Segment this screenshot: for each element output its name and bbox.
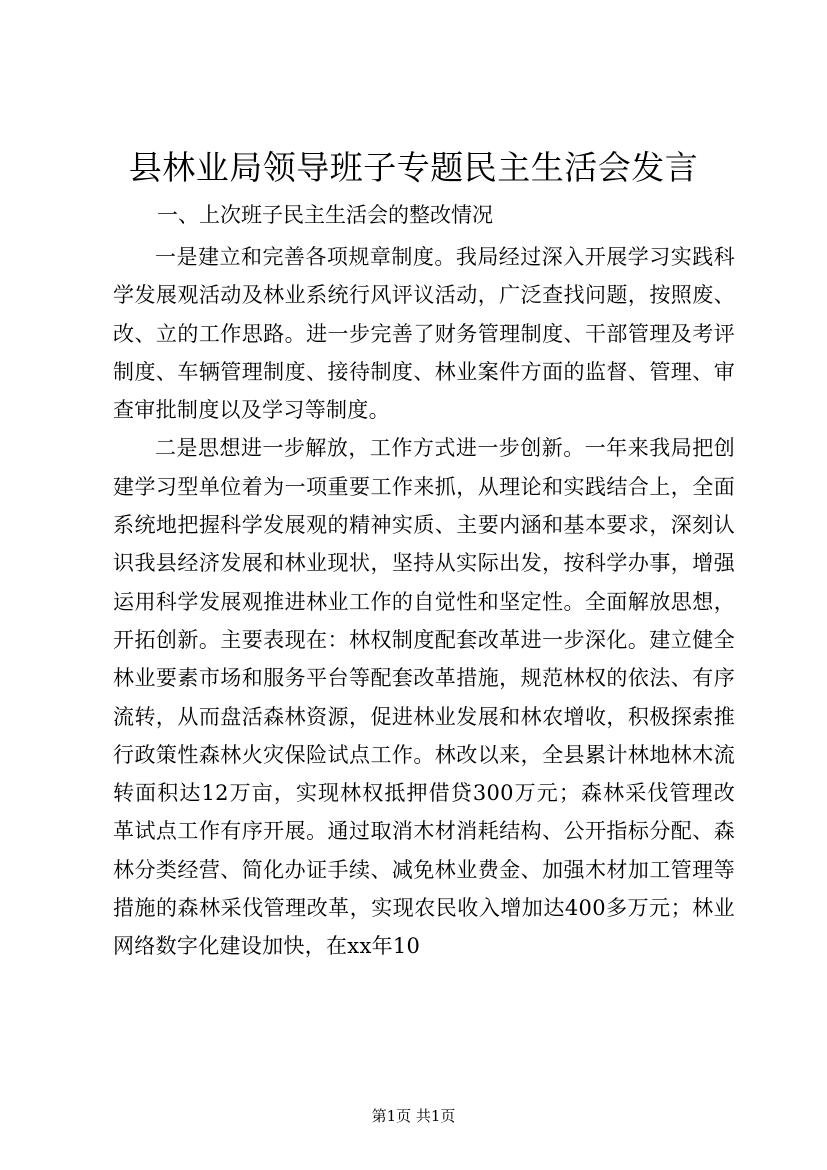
document-body — [113, 238, 735, 966]
body-paragraph-1: 一是建立和完善各项规章制度。我局经过深入开展学习实践科学发展观活动及林业系统行风评议活动，广泛查找问题，按照废、改、立的工作思路。进一步完善了财务管理制度、干部管理及考评制度、车辆管理制度、接待制度、林业案件方面的监督、管理、审查审批制度以及学习等制度。 — [113, 245, 735, 423]
document-title: 县林业局领导班子专题民主生活会发言 — [128, 148, 699, 187]
section-heading: 一、上次班子民主生活会的整改情况 — [157, 203, 493, 227]
body-paragraph-2: 二是思想进一步解放，工作方式进一步创新。一年来我局把创建学习型单位着为一项重要工作来抓，从理论和实践结合上，全面系统地把握科学发展观的精神实质、主要内涵和基本要求，深刻认识我县经济发展和林业现状，坚持从实际出发，按科学办事，增强运用科学发展观推进林业工作的自觉性和坚定性。全面解放思想，开拓创新。主要表现在：林权制度配套改革进一步深化。建立健全林业要素市场和服务平台等配套改革措施，规范林权的依法、有序流转，从而盘活森林资源，促进林业发展和林农增收，积极探索推行政策性森林火灾保险试点工作。林改以来，全县累计林地林木流转面积达12万亩，实现林权抵押借贷300万元；森林采伐管理改革试点工作有序开展。通过取消木材消耗结构、公开指标分配、森林分类经营、简化办证手续、减免林业费金、加强木材加工管理等措施的森林采伐管理改革，实现农民收入增加达400多万元；林业网络数字化建设加快，在xx年10 — [113, 436, 735, 959]
page-number-footer: 第1页 共1页 — [371, 1107, 456, 1125]
